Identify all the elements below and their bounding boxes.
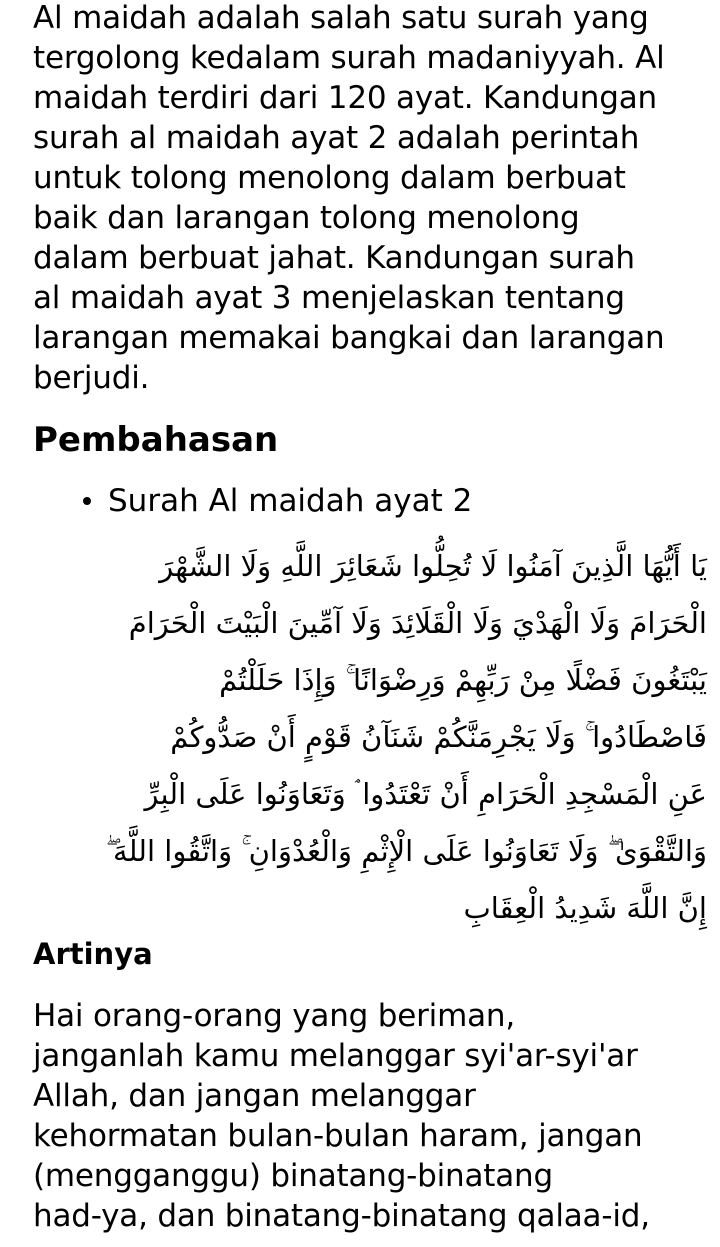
section-heading: Pembahasan <box>33 420 279 460</box>
bullet-list <box>80 480 472 522</box>
intro-paragraph: Al maidah adalah salah satu surah yang tergolong kedalam surah madaniyyah. Al maidah terdiri dari 120 ayat. Kandungan surah al maidah ayat 2 adalah perintah untuk tolong menolong dalam berbuat baik dan larangan tolong menolong dalam berbuat jahat. Kandungan surah al maidah ayat 3 menjelaskan tentang larangan memakai bangkai dan larangan berjudi. <box>33 0 665 396</box>
arabic-verse: يَا أَيُّهَا الَّذِينَ آمَنُوا لَا تُحِلُّوا شَعَائِرَ اللَّهِ وَلَا الشَّهْرَ الْحَرَامَ وَلَا الْهَدْيَ وَلَا الْقَلَائِدَ وَلَا آمِّينَ الْبَيْتَ الْحَرَامَ يَبْتَغُونَ فَضْلًا مِنْ رَبِّهِمْ وَرِضْوَانًا ۚ وَإِذَا حَلَلْتُمْ فَاصْطَادُوا ۚ وَلَا يَجْرِمَنَّكُمْ شَنَآنُ قَوْمٍ أَنْ صَدُّوكُمْ عَنِ الْمَسْجِدِ الْحَرَامِ أَنْ تَعْتَدُوا ۘ وَتَعَاوَنُوا عَلَى الْبِرِّ وَالتَّقْوَىٰ ۖ وَلَا تَعَاوَنُوا عَلَى الْإِثْمِ وَالْعُدْوَانِ ۚ وَاتَّقُوا اللَّهَ ۖ إِنَّ اللَّهَ شَدِيدُ الْعِقَابِ <box>105 549 707 925</box>
translation-paragraph: Hai orang-orang yang beriman, janganlah kamu melanggar syi'ar-syi'ar Allah, dan jangan melanggar kehormatan bulan-bulan haram, jangan (mengganggu) binatang-binatang had-ya, dan binatang-binatang qalaa-id, <box>33 998 650 1234</box>
bullet-label: Surah Al maidah ayat 2 <box>108 483 473 519</box>
translation-heading: Artinya <box>33 937 153 971</box>
bullet-dot-icon <box>83 497 91 505</box>
bullet-item <box>80 480 472 522</box>
